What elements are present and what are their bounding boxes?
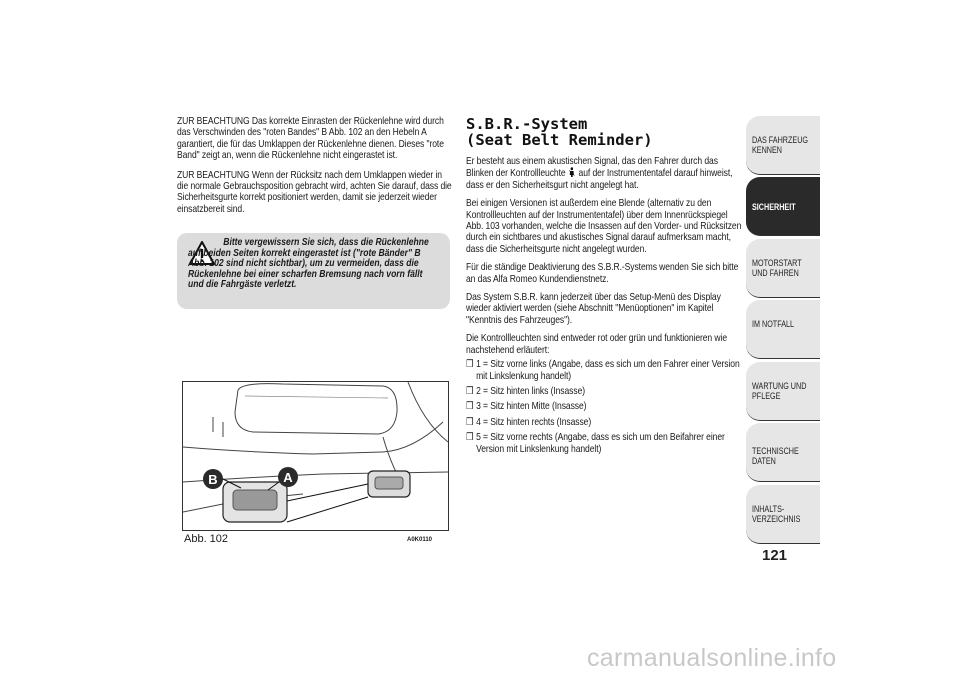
tab-label: DAS FAHRZEUG KENNEN — [752, 135, 809, 155]
list-item-text: 4 = Sitz hinten rechts (Insasse) — [476, 416, 592, 428]
paragraph-5: Die Kontrollleuchten sind entweder rot oder grün und funktionieren wie nachstehend erläutert: — [466, 333, 728, 356]
list-item — [466, 386, 744, 397]
tab-label: MOTORSTART UND FAHREN — [752, 258, 802, 278]
paragraph-1-start: Er besteht aus einem akustischen Signal, das den Fahrer durch das Blinken der Kontrollleuchte — [466, 156, 718, 180]
label-b: B — [208, 472, 218, 487]
list-item — [466, 401, 744, 412]
figure-abb-102 — [182, 381, 449, 531]
left-column — [177, 116, 454, 223]
list-item — [466, 432, 744, 455]
tab-im-notfall[interactable] — [746, 300, 820, 359]
paragraph-2: Bei einigen Versionen ist außerdem eine Blende (alternativ zu den Kontrollleuchten auf der Instrumententafel) über dem Innenrückspiegel Abb. 103 vorhanden, welche die Insassen auf den Vorder- und Rücksitzen durch ein sichtbares und akustisches Signal darauf aufmerksam macht, dass die Sicherheitsgurte nicht angelegt wurden. — [466, 198, 742, 255]
figure-code: A0K0110 — [407, 537, 433, 543]
paragraph-1-end: auf der Instrumententafel darauf hinweist, dass er den Sicherheitsgurt nicht angelegt hat. — [466, 168, 733, 191]
tab-label: WARTUNG UND PFLEGE — [752, 381, 807, 401]
seat-lever-illustration — [183, 382, 448, 530]
tab-sicherheit[interactable] — [746, 177, 820, 236]
note-paragraph-2: ZUR BEACHTUNG Wenn der Rücksitz nach dem Umklappen wieder in die normale Gebrauchsposition gebracht wird, achten Sie darauf, dass die Sicherheitsgurte korrekt positioniert werden, damit sie jederzeit wieder einsatzbereit sind. — [177, 169, 452, 215]
tab-motorstart-und-fahren[interactable] — [746, 239, 820, 298]
note-paragraph-1: ZUR BEACHTUNG Das korrekte Einrasten der Rückenlehne wird durch das Verschwinden des "roten Bandes" B Abb. 102 an den Hebeln A garantiert, die für das Umklappen der Rückenlehne dienen. Dieses "rote Band" zeigt an, wenn die Rückenlehne nicht eingerastet ist. — [177, 116, 444, 162]
list-item-text: 1 = Sitz vorne links (Angabe, dass es sich um den Fahrer einer Version mit Linkslenkung handelt) — [476, 359, 740, 382]
tab-label: SICHERHEIT — [752, 202, 796, 212]
tab-inhaltsverzeichnis[interactable] — [746, 485, 820, 544]
section-heading — [466, 116, 744, 148]
tab-label: INHALTS-VERZEICHNIS — [752, 504, 801, 524]
warning-text: Bitte vergewissern Sie sich, dass die Rückenlehne auf beiden Seiten korrekt eingerastet ist ("rote Bänder" B Abb. 102 sind nicht sichtbar), um zu vermeiden, dass die Rückenlehne bei einer scharfen Bremsung nach vorn fällt und die Fahrgäste verletzt. — [188, 237, 429, 291]
bullet: ❒ — [466, 401, 474, 413]
paragraph-3: Für die ständige Deaktivierung des S.B.R.-Systems wenden Sie sich bitte an das Alfa Romeo Kundendienstnetz. — [466, 262, 739, 285]
page-number: 121 — [762, 547, 788, 564]
bullet: ❒ — [466, 385, 474, 397]
tab-das-fahrzeug-kennen[interactable] — [746, 116, 820, 175]
seat-list — [466, 359, 744, 455]
paragraph-4: Das System S.B.R. kann jederzeit über das Setup-Menü des Display wieder aktiviert werden (siehe Abschnitt "Menüoptionen" im Kapitel "Kenntnis des Fahrzeuges"). — [466, 292, 721, 326]
heading-line-2: (Seat Belt Reminder) — [466, 131, 653, 149]
figure-caption: Abb. 102 — [184, 533, 229, 545]
label-a: A — [283, 470, 293, 485]
seatbelt-warning-icon — [568, 167, 576, 177]
list-item — [466, 359, 744, 382]
tab-label: IM NOTFALL — [752, 319, 795, 329]
tab-technische-daten[interactable] — [746, 423, 820, 482]
tab-wartung-und-pflege[interactable] — [746, 362, 820, 421]
bullet: ❒ — [466, 432, 474, 444]
list-item — [466, 417, 744, 428]
bullet: ❒ — [466, 416, 474, 428]
tab-label: TECHNISCHE DATEN — [752, 446, 799, 466]
list-item-text: 2 = Sitz hinten links (Insasse) — [476, 385, 586, 397]
warning-box — [177, 233, 450, 309]
heading-line-1: S.B.R.-System — [466, 115, 588, 133]
list-item-text: 3 = Sitz hinten Mitte (Insasse) — [476, 401, 587, 413]
list-item-text: 5 = Sitz vorne rechts (Angabe, dass es sich um den Beifahrer einer Version mit Linkslenkung handelt) — [476, 432, 725, 455]
watermark: carmanualsonline.info — [587, 644, 837, 672]
right-column — [466, 116, 744, 455]
paragraph-1 — [466, 156, 744, 191]
bullet: ❒ — [466, 359, 474, 371]
